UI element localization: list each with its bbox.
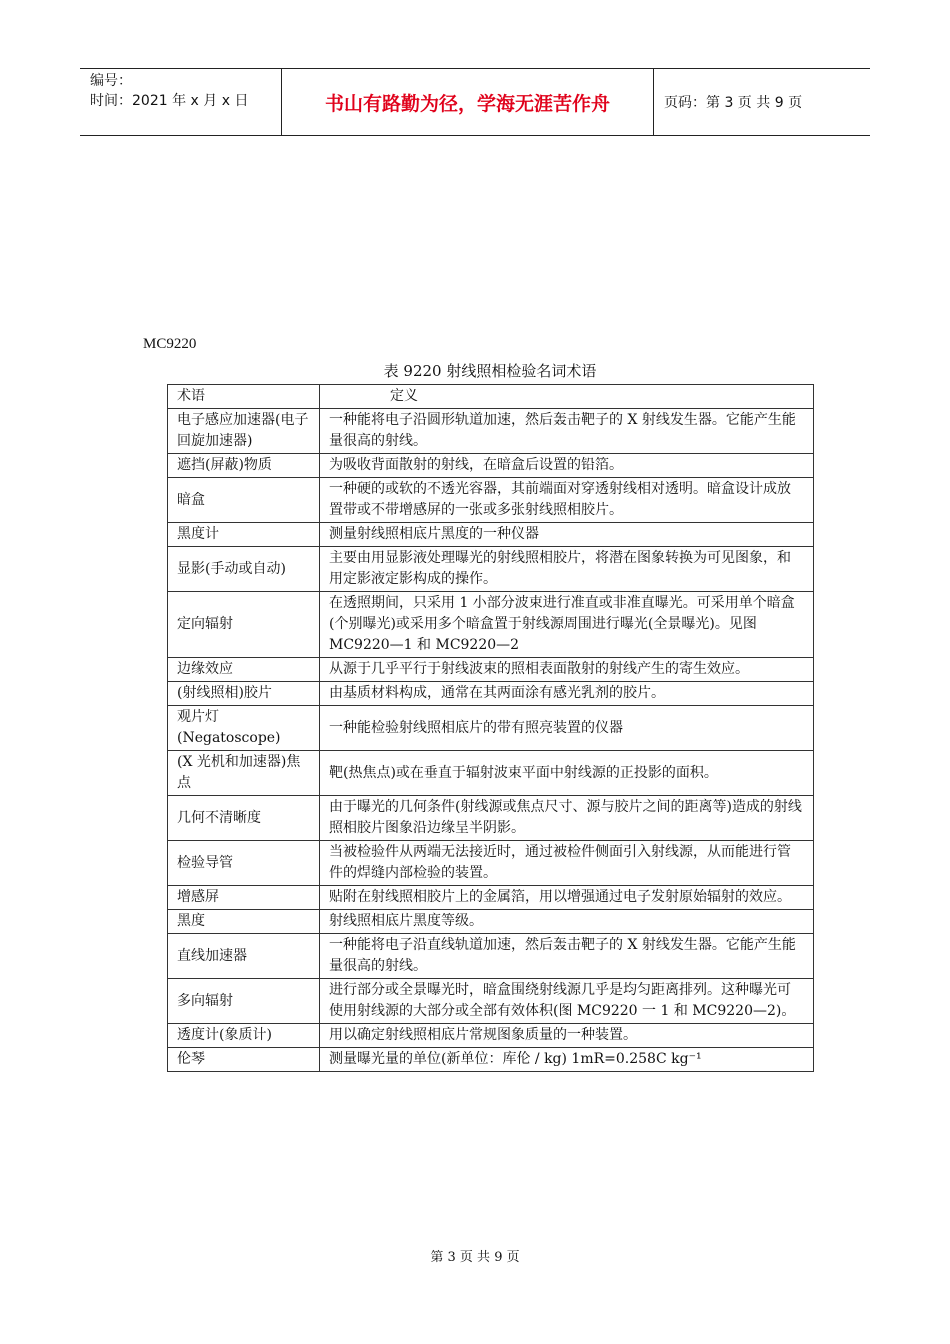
definition-cell: 一种能将电子沿圆形轨道加速，然后轰击靶子的 X 射线发生器。它能产生能量很高的射线。	[320, 409, 814, 454]
table-row	[168, 547, 814, 592]
term-cell: 定向辐射	[168, 592, 320, 658]
page-footer: 第 3 页 共 9 页	[430, 1250, 520, 1265]
table-header-row	[168, 385, 814, 409]
table-row	[168, 454, 814, 478]
definition-cell: 贴附在射线照相胶片上的金属箔，用以增强通过电子发射原始辐射的效应。	[320, 886, 814, 910]
term-cell: (射线照相)胶片	[168, 682, 320, 706]
term-cell: 增感屏	[168, 886, 320, 910]
term-cell: 边缘效应	[168, 658, 320, 682]
header-motto: 书山有路勤为径，学海无涯苦作舟	[282, 69, 654, 135]
term-cell: 伦琴	[168, 1048, 320, 1072]
definition-cell: 测量曝光量的单位(新单位：库伦 / kg) 1mR=0.258C kg⁻¹	[320, 1048, 814, 1072]
term-cell: 黑度	[168, 910, 320, 934]
table-row	[168, 910, 814, 934]
table-row	[168, 682, 814, 706]
term-cell: 观片灯(Negatoscope)	[168, 706, 320, 751]
time-label: 时间：2021 年 x 月 x 日	[90, 93, 249, 109]
col-def-header: 定义	[320, 385, 814, 409]
term-cell: 检验导管	[168, 841, 320, 886]
definition-cell: 当被检验件从两端无法接近时，通过被检件侧面引入射线源，从而能进行管件的焊缝内部检验的装置。	[320, 841, 814, 886]
definition-cell: 进行部分或全景曝光时，暗盒围绕射线源几乎是均匀距离排列。这种曝光可使用射线源的大部分或全部有效体积(图 MC9220 一 1 和 MC9220—2)。	[320, 979, 814, 1024]
table-row	[168, 478, 814, 523]
document-code: MC9220	[143, 336, 197, 352]
table-row	[168, 1048, 814, 1072]
term-cell: 直线加速器	[168, 934, 320, 979]
definition-cell: 一种能将电子沿直线轨道加速，然后轰击靶子的 X 射线发生器。它能产生能量很高的射线。	[320, 934, 814, 979]
definition-cell: 由基质材料构成，通常在其两面涂有感光乳剂的胶片。	[320, 682, 814, 706]
definition-cell: 一种硬的或软的不透光容器，其前端面对穿透射线相对透明。暗盒设计成放置带或不带增感屏的一张或多张射线照相胶片。	[320, 478, 814, 523]
table-row	[168, 934, 814, 979]
definition-cell: 从源于几乎平行于射线波束的照相表面散射的射线产生的寄生效应。	[320, 658, 814, 682]
definition-cell: 射线照相底片黑度等级。	[320, 910, 814, 934]
table-row	[168, 796, 814, 841]
term-cell: 黑度计	[168, 523, 320, 547]
definition-cell: 用以确定射线照相底片常规图象质量的一种装置。	[320, 1024, 814, 1048]
table-row	[168, 979, 814, 1024]
definition-cell: 由于曝光的几何条件(射线源或焦点尺寸、源与胶片之间的距离等)造成的射线照相胶片图象沿边缘呈半阴影。	[320, 796, 814, 841]
table-row	[168, 751, 814, 796]
term-cell: (X 光机和加速器)焦点	[168, 751, 320, 796]
definition-cell: 主要由用显影液处理曝光的射线照相胶片，将潜在图象转换为可见图象，和用定影液定影构成的操作。	[320, 547, 814, 592]
table-row	[168, 409, 814, 454]
term-cell: 暗盒	[168, 478, 320, 523]
page-header	[80, 68, 870, 136]
term-cell: 多向辐射	[168, 979, 320, 1024]
table-row	[168, 592, 814, 658]
col-term-header: 术语	[168, 385, 320, 409]
term-cell: 遮挡(屏蔽)物质	[168, 454, 320, 478]
term-cell: 显影(手动或自动)	[168, 547, 320, 592]
definition-cell: 为吸收背面散射的射线，在暗盒后设置的铅箔。	[320, 454, 814, 478]
table-row	[168, 886, 814, 910]
table-row	[168, 1024, 814, 1048]
definition-cell: 测量射线照相底片黑度的一种仪器	[320, 523, 814, 547]
term-cell: 透度计(象质计)	[168, 1024, 320, 1048]
table-caption: 表 9220 射线照相检验名词术语	[383, 362, 597, 380]
term-cell: 几何不清晰度	[168, 796, 320, 841]
header-page-code: 页码：第 3 页 共 9 页	[664, 95, 803, 111]
table-row	[168, 841, 814, 886]
definition-cell: 在透照期间，只采用 1 小部分波束进行准直或非准直曝光。可采用单个暗盒(个别曝光)或采用多个暗盒置于射线源周围进行曝光(全景曝光)。见图 MC9220—1 和 MC9220—2	[320, 592, 814, 658]
header-meta	[80, 69, 282, 135]
definition-cell: 一种能检验射线照相底片的带有照亮装置的仪器	[320, 706, 814, 751]
definition-cell: 靶(热焦点)或在垂直于辐射波束平面中射线源的正投影的面积。	[320, 751, 814, 796]
table-row	[168, 658, 814, 682]
term-cell: 电子感应加速器(电子回旋加速器)	[168, 409, 320, 454]
number-label: 编号：	[90, 73, 132, 89]
table-row	[168, 523, 814, 547]
table-row	[168, 706, 814, 751]
terms-table	[167, 384, 814, 1072]
